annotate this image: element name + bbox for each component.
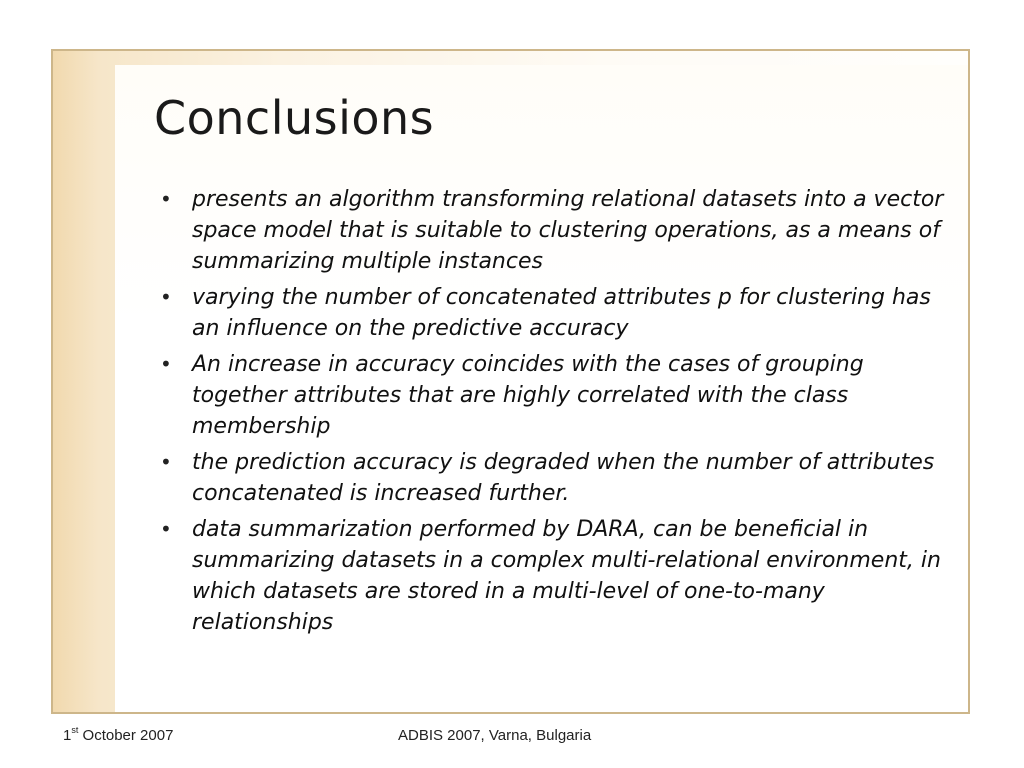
footer-date-day: 1 [63,727,72,744]
bullet-marker: • [160,187,172,211]
footer-date-rest: October 2007 [78,727,174,744]
bullet-text: varying the number of concatenated attributes p for clustering has an influence on the predictive accuracy [192,285,931,341]
bullet-text: data summarization performed by DARA, can be beneficial in summarizing datasets in a complex multi-relational environment, in which datasets are stored in a multi-level of one-to-many relationships [192,517,941,635]
slide-title: Conclusions [154,91,435,145]
bullet-text: An increase in accuracy coincides with the cases of grouping together attributes that are highly correlated with the class membership [192,352,864,439]
bullet-item [150,514,950,638]
bullet-marker: • [160,352,172,376]
bullet-item [150,349,950,442]
bullet-item [150,282,950,344]
bullet-marker: • [160,450,172,474]
bullet-list [150,184,950,643]
bullet-marker: • [160,285,172,309]
bullet-text: the prediction accuracy is degraded when the number of attributes concatenated is increased further. [192,450,935,506]
bullet-marker: • [160,517,172,541]
bullet-item [150,447,950,509]
footer-date [63,727,173,744]
bullet-item [150,184,950,277]
footer-venue: ADBIS 2007, Varna, Bulgaria [398,727,592,744]
footer-date-suffix: st [71,725,79,735]
bullet-text: presents an algorithm transforming relational datasets into a vector space model that is suitable to clustering operations, as a means of summarizing multiple instances [192,187,944,274]
